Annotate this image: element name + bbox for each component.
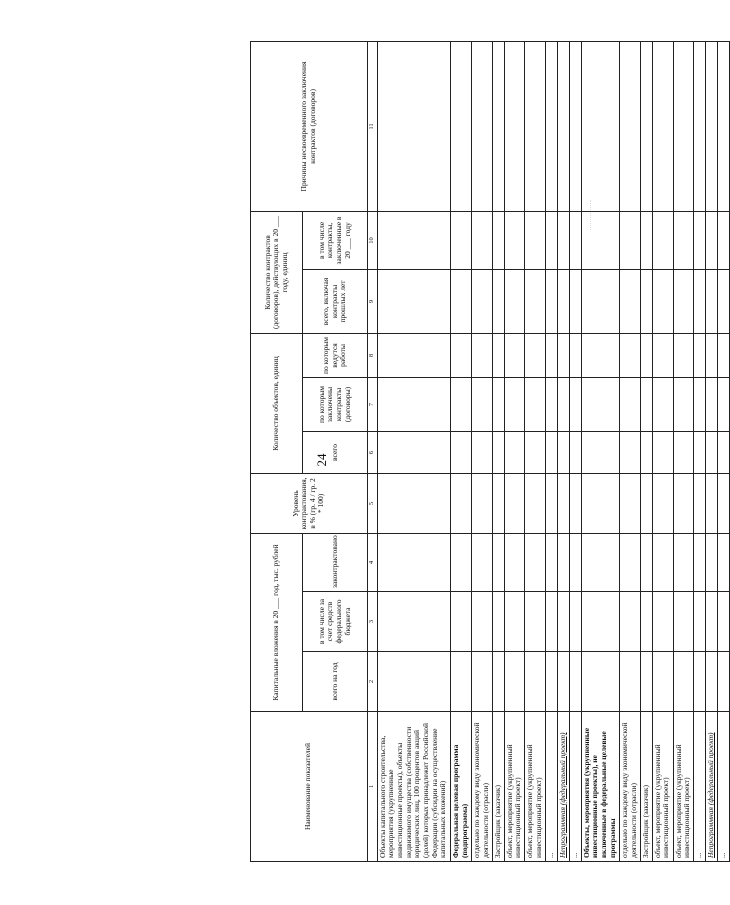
table-row — [640, 41, 652, 861]
empty-cell — [718, 592, 730, 652]
table-row — [377, 41, 451, 861]
empty-cell — [620, 211, 641, 269]
empty-cell — [558, 41, 570, 211]
empty-cell — [694, 533, 706, 591]
empty-cell — [492, 473, 504, 533]
empty-cell — [706, 431, 718, 473]
column-index: 3 — [367, 592, 377, 652]
column-index: 2 — [367, 652, 377, 712]
empty-cell — [620, 41, 641, 211]
empty-cell — [718, 377, 730, 431]
table-row — [546, 41, 558, 861]
empty-cell — [581, 473, 619, 533]
empty-cell — [377, 533, 451, 591]
empty-cell — [620, 333, 641, 377]
empty-cell — [620, 431, 641, 473]
empty-cell — [492, 652, 504, 712]
row-label: объект, мероприятие (укрупненный инвестиционный проект) — [525, 712, 546, 862]
empty-cell — [451, 211, 472, 269]
empty-cell — [546, 211, 558, 269]
empty-cell — [492, 431, 504, 473]
empty-cell — [546, 533, 558, 591]
empty-cell — [472, 473, 493, 533]
empty-cell — [718, 652, 730, 712]
empty-cell — [706, 333, 718, 377]
empty-cell — [558, 269, 570, 333]
row-label: Объекты, мероприятия (укрупненные инвестиционные проекты), не включенные в федеральные целевые программы — [581, 712, 619, 862]
empty-cell — [581, 533, 619, 591]
empty-cell — [546, 652, 558, 712]
empty-cell — [492, 533, 504, 591]
empty-cell — [472, 431, 493, 473]
empty-cell — [492, 269, 504, 333]
empty-cell — [558, 377, 570, 431]
empty-cell — [525, 533, 546, 591]
empty-cell — [694, 211, 706, 269]
empty-cell — [472, 333, 493, 377]
empty-cell — [377, 269, 451, 333]
empty-cell — [694, 473, 706, 533]
empty-cell — [673, 333, 694, 377]
empty-cell — [706, 269, 718, 333]
empty-cell — [451, 431, 472, 473]
header-capital-group: Капитальные вложения в 20 ___ год, тыс. рублей — [251, 533, 303, 711]
empty-cell — [472, 211, 493, 269]
empty-cell — [652, 533, 673, 591]
empty-cell — [718, 533, 730, 591]
empty-cell — [558, 652, 570, 712]
empty-cell — [673, 377, 694, 431]
column-index: 9 — [367, 269, 377, 333]
empty-cell — [504, 652, 525, 712]
header-reasons: Причины несвоевременного заключения контрактов (договоров) — [251, 41, 368, 211]
table-row — [673, 41, 694, 861]
empty-cell — [546, 473, 558, 533]
column-index: 5 — [367, 473, 377, 533]
table-row — [569, 41, 581, 861]
empty-cell — [569, 592, 581, 652]
empty-cell — [581, 592, 619, 652]
empty-cell — [694, 652, 706, 712]
empty-cell — [569, 333, 581, 377]
empty-cell — [640, 269, 652, 333]
empty-cell — [492, 592, 504, 652]
empty-cell — [673, 41, 694, 211]
empty-cell — [652, 473, 673, 533]
empty-cell — [652, 269, 673, 333]
row-label: объект, мероприятие (укрупненный инвестиционный проект) — [504, 712, 525, 862]
empty-cell — [718, 333, 730, 377]
empty-cell — [377, 211, 451, 269]
empty-cell — [673, 473, 694, 533]
column-index: 6 — [367, 431, 377, 473]
empty-cell — [694, 377, 706, 431]
empty-cell — [640, 592, 652, 652]
empty-cell — [640, 652, 652, 712]
row-label: объект, мероприятие (укрупненный инвестиционный проект) — [673, 712, 694, 862]
empty-cell — [652, 41, 673, 211]
empty-cell — [504, 592, 525, 652]
empty-cell — [492, 333, 504, 377]
empty-cell — [558, 431, 570, 473]
empty-cell — [558, 473, 570, 533]
empty-cell — [581, 269, 619, 333]
empty-cell — [472, 592, 493, 652]
empty-cell — [472, 377, 493, 431]
row-label: ... — [718, 712, 730, 862]
empty-cell — [377, 41, 451, 211]
empty-cell — [640, 473, 652, 533]
empty-cell — [525, 377, 546, 431]
empty-cell — [558, 211, 570, 269]
row-label: объект, мероприятие (укрупненный инвестиционный проект) — [652, 712, 673, 862]
empty-cell — [718, 473, 730, 533]
empty-cell — [581, 377, 619, 431]
empty-cell — [673, 533, 694, 591]
empty-cell — [652, 592, 673, 652]
empty-cell — [558, 533, 570, 591]
column-index: 7 — [367, 377, 377, 431]
empty-cell — [451, 41, 472, 211]
empty-cell — [569, 377, 581, 431]
header-contracts-group: Количество контрактов (договоров), действующих в 20 ___ году, единиц — [251, 211, 303, 333]
empty-cell — [706, 533, 718, 591]
empty-cell — [640, 431, 652, 473]
table-row — [581, 41, 619, 861]
header-obj-works: по которым ведутся работы — [303, 333, 367, 377]
table-row — [525, 41, 546, 861]
empty-cell — [525, 431, 546, 473]
empty-cell — [377, 431, 451, 473]
column-index: 10 — [367, 211, 377, 269]
empty-cell — [581, 41, 619, 211]
empty-cell — [718, 269, 730, 333]
empty-cell — [492, 211, 504, 269]
empty-cell — [652, 431, 673, 473]
empty-cell — [569, 533, 581, 591]
empty-cell — [472, 533, 493, 591]
row-label: Непрограммная (федеральный проект) — [706, 712, 718, 862]
empty-cell — [504, 473, 525, 533]
row-label: отдельно по каждому виду экономической деятельности (отрасли) — [472, 712, 493, 862]
empty-cell — [569, 652, 581, 712]
empty-cell — [525, 269, 546, 333]
empty-cell — [451, 269, 472, 333]
header-cap-total: всего на год — [303, 652, 367, 712]
empty-cell — [620, 377, 641, 431]
row-label: Застройщик (заказчик) — [640, 712, 652, 862]
header-indicator-name: Наименование показателей — [251, 712, 368, 862]
empty-cell — [569, 269, 581, 333]
empty-cell — [620, 269, 641, 333]
table-row — [504, 41, 525, 861]
empty-cell — [718, 211, 730, 269]
empty-cell — [492, 41, 504, 211]
empty-cell — [546, 41, 558, 211]
column-index: 8 — [367, 333, 377, 377]
empty-cell — [694, 41, 706, 211]
table-row — [451, 41, 472, 861]
header-cap-federal: в том числе за счет средств федерального бюджета — [303, 592, 367, 652]
empty-cell — [546, 592, 558, 652]
empty-cell — [706, 377, 718, 431]
empty-cell — [569, 473, 581, 533]
table-row — [472, 41, 493, 861]
empty-cell — [525, 41, 546, 211]
empty-cell — [451, 377, 472, 431]
header-contract-level: Уровень контрактования, в % (гр. 4 / гр. 2 * 100) — [251, 473, 368, 533]
empty-cell — [504, 211, 525, 269]
empty-cell — [546, 431, 558, 473]
empty-cell — [451, 592, 472, 652]
empty-cell — [377, 592, 451, 652]
table-row — [718, 41, 730, 861]
empty-cell — [546, 269, 558, 333]
empty-cell — [718, 41, 730, 211]
row-label: ... — [546, 712, 558, 862]
empty-cell — [451, 473, 472, 533]
empty-cell — [451, 333, 472, 377]
column-index: 4 — [367, 533, 377, 591]
row-label: ... — [694, 712, 706, 862]
empty-cell — [504, 333, 525, 377]
empty-cell — [569, 431, 581, 473]
empty-cell — [581, 333, 619, 377]
empty-cell — [640, 377, 652, 431]
empty-cell — [377, 473, 451, 533]
row-label: Федеральная целевая программа (подпрограмма) — [451, 712, 472, 862]
empty-cell — [694, 592, 706, 652]
empty-cell — [525, 211, 546, 269]
empty-cell — [652, 652, 673, 712]
header-obj-contracts: по которым заключены контракты (договоры) — [303, 377, 367, 431]
empty-cell — [706, 652, 718, 712]
empty-cell — [694, 269, 706, 333]
empty-cell — [504, 431, 525, 473]
header-contracts-total: всего, включая контракты прошлых лет — [303, 269, 367, 333]
empty-cell — [472, 269, 493, 333]
empty-cell — [581, 211, 619, 269]
empty-cell — [706, 473, 718, 533]
empty-cell — [620, 592, 641, 652]
empty-cell — [377, 333, 451, 377]
table-row — [492, 41, 504, 861]
empty-cell — [525, 652, 546, 712]
empty-cell — [620, 652, 641, 712]
header-objects-group: Количество объектов, единиц — [251, 333, 303, 473]
column-index: 1 — [367, 712, 377, 862]
table-row — [694, 41, 706, 861]
empty-cell — [504, 377, 525, 431]
report-table — [250, 41, 730, 862]
empty-cell — [718, 431, 730, 473]
empty-cell — [546, 377, 558, 431]
row-label: Застройщик (заказчик) — [492, 712, 504, 862]
row-label: ... — [569, 712, 581, 862]
page-number: 24 — [314, 453, 329, 467]
report-table-wrapper — [250, 42, 730, 862]
empty-cell — [558, 592, 570, 652]
empty-cell — [525, 333, 546, 377]
table-row — [558, 41, 570, 861]
row-label: отдельно по каждому виду экономической деятельности (отрасли) — [620, 712, 641, 862]
row-label: Непрограммная (федеральный проект) — [558, 712, 570, 862]
empty-cell — [673, 431, 694, 473]
empty-cell — [504, 533, 525, 591]
empty-cell — [525, 473, 546, 533]
table-body — [377, 41, 729, 861]
header-cap-contracted: законтрактовано — [303, 533, 367, 591]
row-label: Объекты капитального строительства, мероприятия (укрупненные инвестиционные проекты), объекты недвижимого имущества (собственности юридических лиц, 100 процентов акций (долей) которых принадлежит Российской Федерации (субсидии на осуществление капитальных вложений) — [377, 712, 451, 862]
empty-cell — [569, 211, 581, 269]
empty-cell — [694, 333, 706, 377]
table-row — [706, 41, 718, 861]
table-row — [620, 41, 641, 861]
empty-cell — [706, 592, 718, 652]
empty-cell — [525, 592, 546, 652]
table-row — [652, 41, 673, 861]
empty-cell — [706, 41, 718, 211]
empty-cell — [640, 533, 652, 591]
empty-cell — [620, 533, 641, 591]
empty-cell — [492, 377, 504, 431]
empty-cell — [504, 269, 525, 333]
empty-cell — [472, 652, 493, 712]
header-contracts-new: в том числе контракты, заключенные в 20 ___ году — [303, 211, 367, 269]
empty-cell — [377, 377, 451, 431]
empty-cell — [673, 592, 694, 652]
empty-cell — [673, 269, 694, 333]
empty-cell — [652, 333, 673, 377]
empty-cell — [673, 652, 694, 712]
empty-cell — [652, 211, 673, 269]
empty-cell — [694, 431, 706, 473]
empty-cell — [673, 211, 694, 269]
empty-cell — [706, 211, 718, 269]
header-obj-total: всего — [303, 431, 367, 473]
empty-cell — [640, 211, 652, 269]
empty-cell — [620, 473, 641, 533]
empty-cell — [640, 333, 652, 377]
empty-cell — [451, 533, 472, 591]
empty-cell — [569, 41, 581, 211]
empty-cell — [451, 652, 472, 712]
empty-cell — [640, 41, 652, 211]
empty-cell — [581, 431, 619, 473]
empty-cell — [546, 333, 558, 377]
empty-cell — [472, 41, 493, 211]
empty-cell — [558, 333, 570, 377]
empty-cell — [504, 41, 525, 211]
column-index: 11 — [367, 41, 377, 211]
empty-cell — [581, 652, 619, 712]
column-index-row — [367, 41, 377, 861]
empty-cell — [377, 652, 451, 712]
empty-cell — [652, 377, 673, 431]
